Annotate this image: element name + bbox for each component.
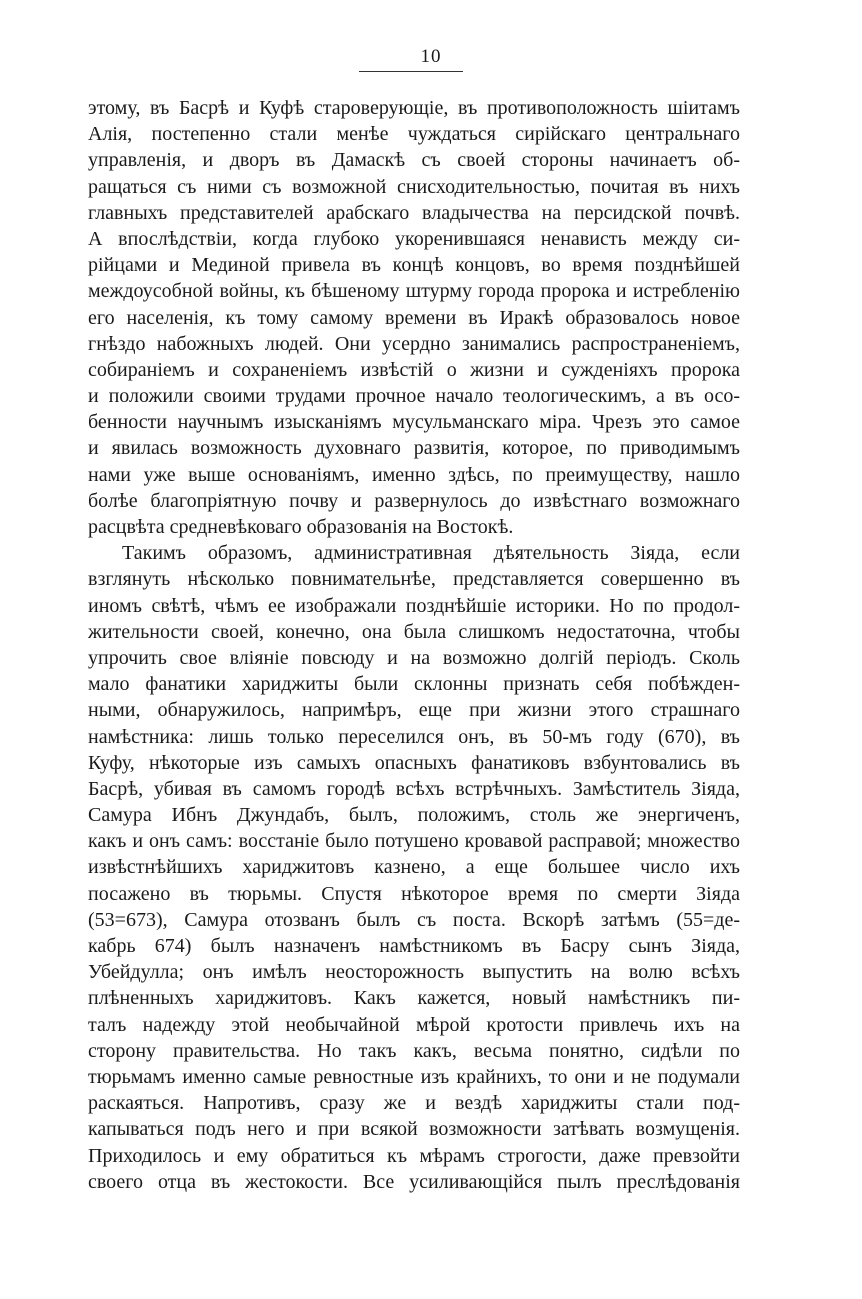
- text-line: расцвѣта средневѣковаго образованія на Востокѣ.: [88, 516, 514, 538]
- text-line: посажено въ тюрьмы. Спустя нѣкоторое время по смерти Зіяда: [88, 882, 740, 905]
- text-line: намѣстника: лишь только переселился онъ, въ 50-мъ году (670), въ: [88, 725, 740, 748]
- text-line: жительности своей, конечно, она была слишкомъ недостаточна, чтобы: [88, 620, 740, 643]
- text-line: раскаяться. Напротивъ, сразу же и вездѣ хариджиты стали под-: [88, 1092, 740, 1115]
- text-line: этому, въ Басрѣ и Куфѣ староверующіе, въ противоположность шіитамъ: [88, 97, 740, 119]
- text-line: и явилась возможность духовнаго развитія, которое, по приводимымъ: [88, 437, 740, 460]
- text-line: взглянуть нѣсколько повнимательнѣе, представляется совершенно въ: [88, 568, 740, 591]
- text-line: бенности научнымъ изысканіямъ мусульманскаго міра. Чрезъ это самое: [88, 411, 740, 434]
- text-line: гнѣздо набожныхъ людей. Они усердно занимались распространеніемъ,: [88, 332, 740, 355]
- text-line: междоусобной войны, къ бѣшеному штурму города пророка и истребленію: [88, 280, 740, 303]
- page-number: 10: [420, 46, 442, 67]
- text-line: талъ надежду этой необычайной мѣрой кротости привлечь ихъ на: [88, 1013, 740, 1036]
- text-line: собираніемъ и сохраненіемъ извѣстій о жизни и сужденіяхъ пророка: [88, 358, 740, 381]
- text-line: нами уже выше основаніямъ, именно здѣсь, по преимуществу, нашло: [88, 463, 740, 486]
- text-line: Басрѣ, убивая въ самомъ городѣ всѣхъ встрѣчныхъ. Замѣститель Зіяда,: [88, 777, 740, 800]
- text-line: мало фанатики хариджиты были склонны признать себя побѣжден-: [88, 673, 740, 696]
- text-line: его населенія, къ тому самому времени въ Иракѣ образовалось новое: [88, 306, 740, 329]
- text-line: кабрь 674) былъ назначенъ намѣстникомъ въ Басру сынъ Зіяда,: [88, 935, 740, 957]
- text-line: Алія, постепенно стали менѣе чуждаться сирійскаго центральнаго: [88, 123, 740, 146]
- body-text: [88, 95, 740, 1195]
- text-line: Убейдулла; онъ имѣлъ неосторожность выпустить на волю всѣхъ: [88, 961, 740, 984]
- page-number-rule: [359, 71, 463, 72]
- text-line: упрочить свое вліяніе повсюду и на возможно долгій періодъ. Сколь: [88, 646, 740, 669]
- text-line: А впослѣдствіи, когда глубоко укоренившаяся ненависть между си-: [88, 227, 740, 250]
- text-line: своего отца въ жестокости. Все усиливающійся пылъ преслѣдованія: [88, 1170, 740, 1193]
- text-line: тюрьмамъ именно самые ревностные изъ крайнихъ, то они и не подумали: [88, 1065, 740, 1088]
- text-line: Такимъ образомъ, административная дѣятельность Зіяда, если: [122, 542, 740, 565]
- text-line: ными, обнаружилось, напримѣръ, еще при жизни этого страшнаго: [88, 699, 740, 722]
- text-line: капываться подъ него и при всякой возможности затѣвать возмущенія.: [88, 1118, 740, 1141]
- text-line: иномъ свѣтѣ, чѣмъ ее изображали позднѣйшіе историки. Но по продол-: [88, 594, 740, 617]
- text-line: главныхъ представителей арабскаго владычества на персидской почвѣ.: [88, 201, 740, 224]
- text-line: сторону правительства. Но такъ какъ, весьма понятно, сидѣли по: [88, 1039, 740, 1062]
- text-line: какъ и онъ самъ: восстаніе было потушено кровавой расправой; множество: [88, 830, 740, 853]
- text-line: управленія, и дворъ въ Дамаскѣ съ своей стороны начинаетъ об-: [88, 149, 740, 172]
- text-line: (53=673), Самура отозванъ былъ съ поста. Вскорѣ затѣмъ (55=де-: [88, 908, 740, 931]
- text-line: Самура Ибнъ Джундабъ, былъ, положимъ, столь же энергиченъ,: [88, 804, 740, 827]
- text-line: Куфу, нѣкоторые изъ самыхъ опасныхъ фанатиковъ взбунтовались въ: [88, 751, 740, 774]
- text-line: извѣстнѣйшихъ хариджитовъ казнено, а еще большее число ихъ: [88, 856, 740, 879]
- text-line: рійцами и Мединой привела въ концѣ концовъ, во время позднѣйшей: [88, 254, 740, 277]
- text-line: Приходилось и ему обратиться къ мѣрамъ строгости, даже превзойти: [88, 1144, 740, 1167]
- text-line: ращаться съ ними съ возможной снисходительностью, почитая въ нихъ: [88, 175, 740, 198]
- text-line: плѣненныхъ хариджитовъ. Какъ кажется, новый намѣстникъ пи-: [88, 987, 740, 1010]
- text-line: болѣе благопріятную почву и развернулось до извѣстнаго возможнаго: [88, 489, 740, 512]
- text-line: и положили своими трудами прочное начало теологическимъ, а въ осо-: [88, 385, 740, 408]
